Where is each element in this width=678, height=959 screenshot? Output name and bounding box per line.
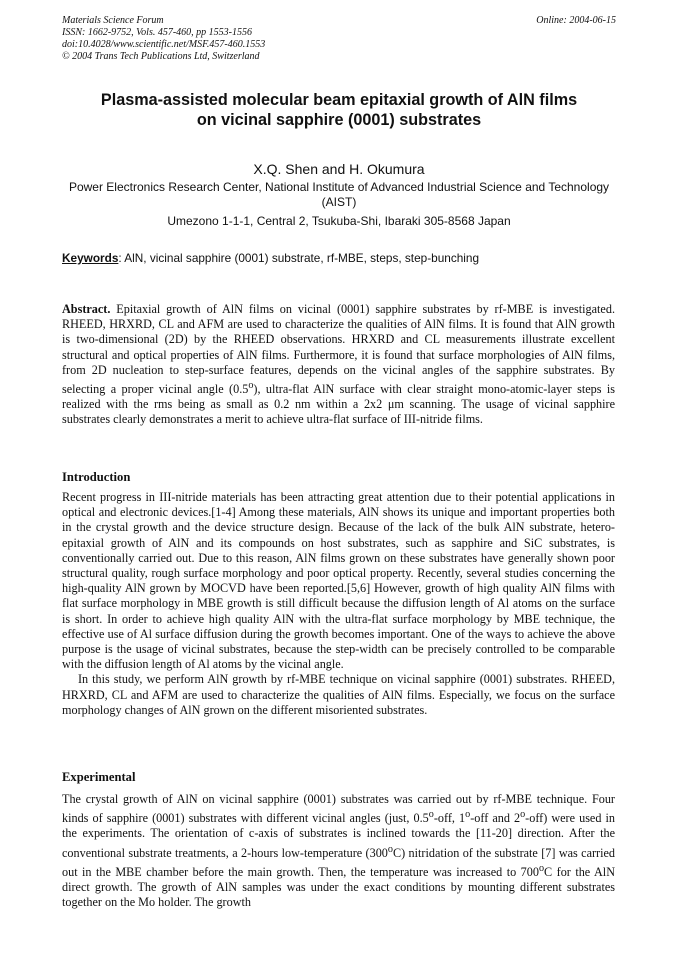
exp-text-b: -off, 1 (433, 811, 466, 826)
paper-title (62, 90, 616, 130)
keywords-text: : AlN, vicinal sapphire (0001) substrate, rf-MBE, steps, step-bunching (118, 251, 480, 265)
exp-text-f: C for the AlN direct growth. The growth of AlN samples was under the exact conditions by mounting different substrates together on the Mo holder. The growth (62, 865, 615, 910)
running-header (62, 15, 616, 63)
introduction (62, 490, 615, 718)
degree-sup: o (520, 809, 526, 821)
authors: X.Q. Shen and H. Okumura (253, 161, 425, 177)
journal-name: Materials Science Forum (62, 15, 164, 26)
introduction-heading: Introduction (62, 470, 131, 484)
doi-line: doi:10.4028/www.scientific.net/MSF.457-460.1553 (62, 39, 266, 50)
exp-text-d: -off) were used in the experiments. The orientation of c-axis of substrates is inclined towards the [11-20] direction. After the conventional substrate treatments, a 2-hours low-temperature (300 (62, 811, 615, 860)
issn-line: ISSN: 1662-9752, Vols. 457-460, pp 1553-1556 (62, 27, 252, 38)
intro-paragraph-1: Recent progress in III-nitride materials has been attracting great attention due to their potential applications in optical and electronic devices.[1-4] Among these materials, AlN shows its unique and important properties both in the crystal growth and the device structure design. Because of the lack of the bulk AlN substrate, hetero-epitaxial growth of AlN and its compounds on host substrates, such as sapphire and SiC substrates, is conventionally carried out. Due to this reason, AlN films grown on these substrates have generally shown poor structural quality, rough surface morphology and poor optical property. Recently, several studies concerning the high-quality AlN grown by MOCVD have been reported.[5,6] However, growth of high quality AlN films with flat surface morphology in MBE growth is still difficult because the diffusion length of Al atoms on the surface is short. In order to achieve high quality AlN with the ultra-flat surface morphology by MBE technique, the effective use of Al surface diffusion during the growth becomes important. One of the ways to achieve the above purpose is the usage of vicinal substrates, because the step-width can be precisely controlled to be comparable with the diffusion length of Al atoms by the vicinal angle. (62, 490, 615, 672)
abstract-label: Abstract. (62, 302, 111, 316)
abstract-paragraph (62, 302, 615, 428)
address: Umezono 1-1-1, Central 2, Tsukuba-Shi, Ibaraki 305-8568 Japan (167, 214, 511, 228)
abstract-text-a: Epitaxial growth of AlN films on vicinal (0001) sapphire substrates by rf-MBE is investigated. RHEED, HRXRD, CL and AFM are used to characterize the qualities of AlN films. It is found that AlN growth is two-dimensional (2D) by the RHEED observations. HRXRD and CL measurements illustrate excellent structural and optical properties of AlN films. Furthermore, it is found that surface morphologies of AlN films, from 2D nucleation to step-surface features, depends on the vicinal angles of the sapphire substrates. By selecting a proper vicinal angle (0.5 (62, 302, 615, 397)
keywords (62, 251, 616, 265)
title-line-1: Plasma-assisted molecular beam epitaxial growth of AlN films (100, 91, 578, 109)
experimental (62, 792, 615, 911)
exp-text-a: The crystal growth of AlN on vicinal sapphire (0001) substrates was carried out by rf-MBE technique. Four kinds of sapphire (0001) substrates with different vicinal angles (just, 0.5 (62, 792, 615, 826)
degree-sup: o (248, 380, 254, 392)
exp-text-e: C) nitridation of the substrate [7] was carried out in the MBE chamber before the main growth. Then, the temperature was increased to 700 (62, 845, 615, 879)
degree-sup: o (465, 809, 471, 821)
abstract (62, 302, 615, 428)
copyright-line: © 2004 Trans Tech Publications Ltd, Switzerland (62, 51, 260, 62)
exp-text-c: -off and 2 (470, 811, 521, 826)
header-left (62, 15, 616, 63)
online-date: Online: 2004-06-15 (536, 15, 616, 26)
degree-sup: o (428, 809, 434, 821)
experimental-paragraph (62, 792, 615, 911)
affiliation: Power Electronics Research Center, National Institute of Advanced Industrial Science and Technology (AIST) (68, 180, 610, 209)
degree-sup: o (538, 862, 545, 874)
experimental-heading: Experimental (62, 770, 136, 784)
degree-sup: o (387, 843, 393, 855)
intro-paragraph-2: In this study, we perform AlN growth by rf-MBE technique on vicinal sapphire (0001) substrates. RHEED, HRXRD, CL and AFM are used to characterize the qualities of AlN films. Especially, we focus on the surface morphology changes of AlN grown on the different misoriented substrates. (62, 672, 615, 717)
keywords-label: Keywords (62, 251, 119, 265)
title-line-2: on vicinal sapphire (0001) substrates (196, 111, 482, 129)
abstract-text-b: ), ultra-flat AlN surface with clear straight mono-atomic-layer steps is realized with the rms being as small as 0.2 nm within a 2x2 μm scanning. The usage of vicinal sapphire substrates clearly demonstrates a merit to achieve ultra-flat surface of III-nitride films. (62, 382, 615, 427)
